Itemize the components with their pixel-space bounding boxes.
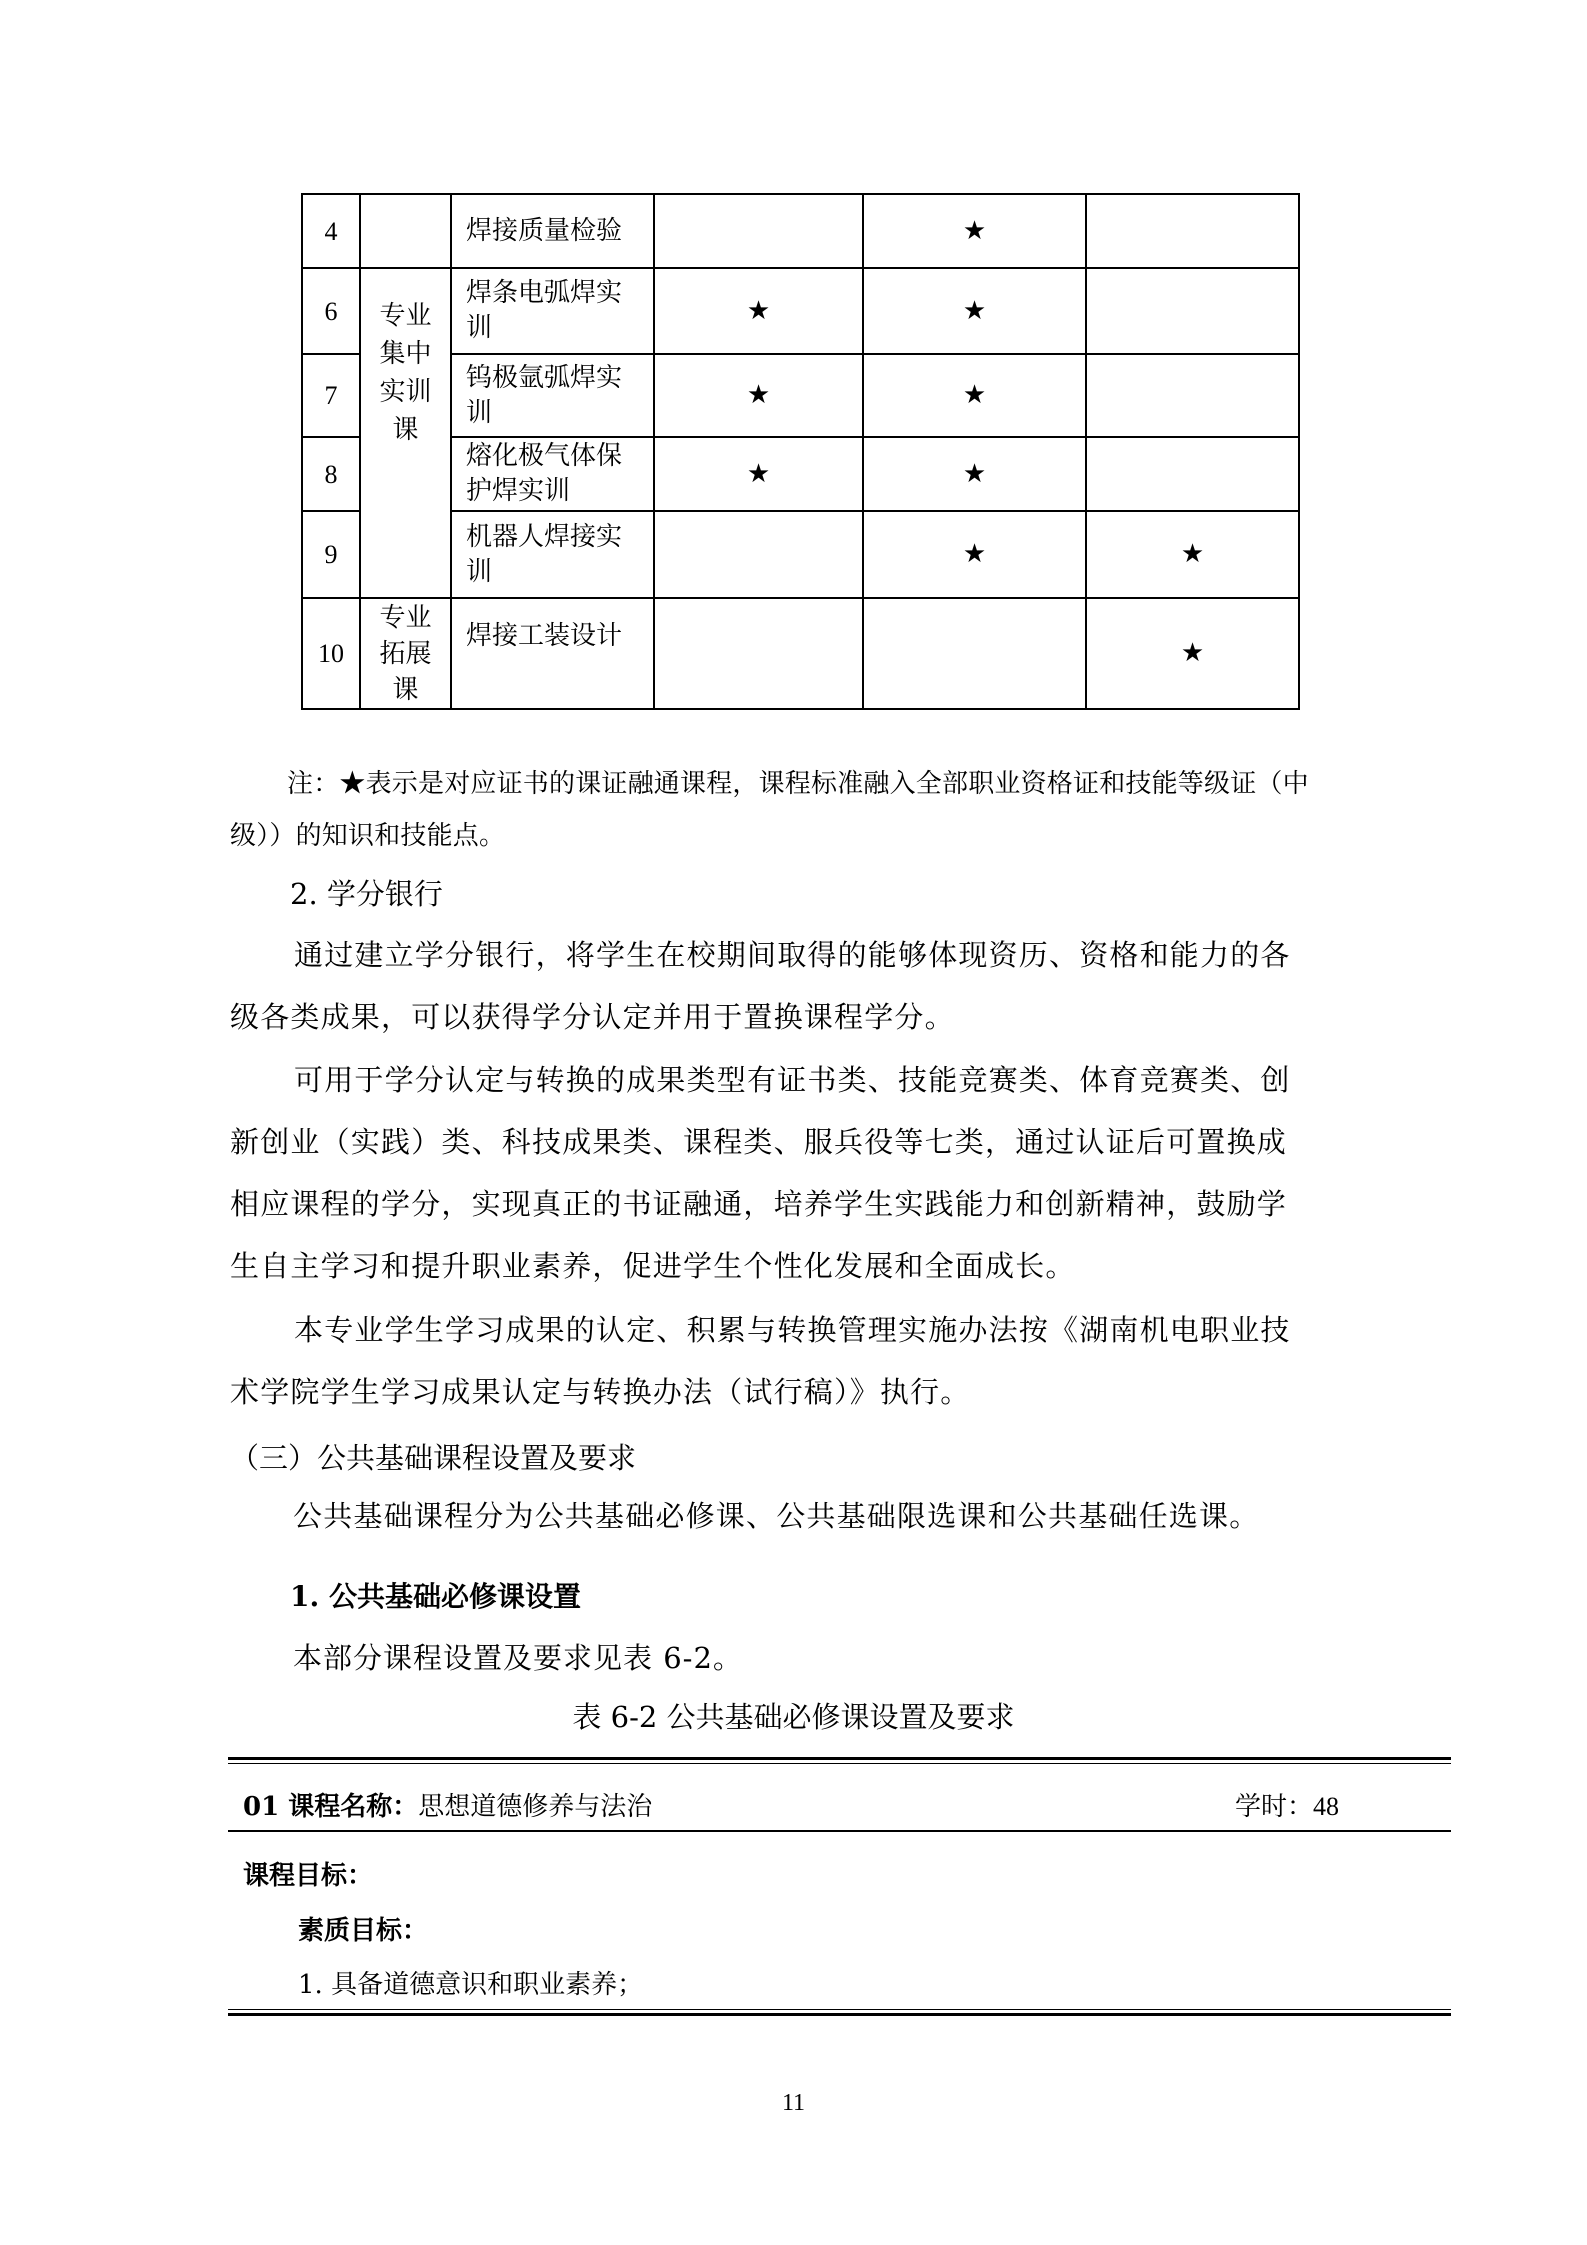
cert-mark-1: ★ [654,268,863,354]
cert-mark-2: ★ [863,437,1086,511]
table-row [302,437,1299,511]
paragraph-credit-bank-3: 本专业学生学习成果的认定、积累与转换管理实施办法按《湖南机电职业技 术学院学生学习成果认定与转换办法（试行稿）》执行。 [230,1313,1291,1409]
table-row [302,268,1299,354]
paragraph-public-intro: 公共基础课程分为公共基础必修课、公共基础限选课和公共基础任选课。 [293,1499,1260,1533]
cert-mark-2 [863,598,1086,709]
section-heading-credit-bank: 2. 学分银行 [290,877,443,911]
row-number: 9 [302,511,360,598]
row-number: 8 [302,437,360,511]
course-name: 熔化极气体保 护焊实训 [451,437,654,511]
table-top-rule-inner [228,1763,1451,1764]
table-top-rule [228,1757,1451,1760]
table-row-divider [228,1830,1451,1832]
table-row [302,354,1299,437]
course-objectives-label: 课程目标： [243,1861,374,1891]
paragraph-credit-bank-1: 通过建立学分银行，将学生在校期间取得的能够体现资历、资格和能力的各 级各类成果，可以获得学分认定并用于置换课程学分。 [230,938,1291,1034]
cert-mark-1: ★ [654,437,863,511]
certificate-course-table [301,193,1300,710]
course-name: 钨极氩弧焊实 训 [451,354,654,437]
cert-mark-1: ★ [654,354,863,437]
cert-mark-2: ★ [863,194,1086,268]
cert-mark-2: ★ [863,354,1086,437]
row-number: 6 [302,268,360,354]
table-bottom-rule-inner [228,2009,1451,2010]
course-name-value: 思想道德修养与法治 [418,1792,653,1822]
table-bottom-rule [228,2013,1451,2016]
category-extension-course: 专业 拓展 课 [360,598,451,709]
course-name: 焊接质量检验 [451,194,654,268]
cert-mark-3 [1086,437,1299,511]
cert-mark-3 [1086,268,1299,354]
cert-mark-3 [1086,194,1299,268]
category-cell-empty [360,194,451,268]
cert-mark-2: ★ [863,511,1086,598]
section-heading-public-courses: （三）公共基础课程设置及要求 [230,1441,637,1475]
hours-label: 学时： [1235,1792,1314,1822]
row-number: 4 [302,194,360,268]
table-note-line-1: 注：★表示是对应证书的课证融通课程，课程标准融入全部职业资格证和技能等级证（中 [287,769,1309,799]
subsection-heading-required: 1. 公共基础必修课设置 [290,1580,581,1613]
cert-mark-3 [1086,354,1299,437]
table-row [302,194,1299,268]
cert-mark-2: ★ [863,268,1086,354]
cert-mark-1 [654,194,863,268]
cert-mark-1 [654,511,863,598]
course-name: 机器人焊接实 训 [451,511,654,598]
cert-mark-1 [654,598,863,709]
objective-item-1: 1. 具备道德意识和职业素养； [298,1970,644,2000]
paragraph-credit-bank-2: 可用于学分认定与转换的成果类型有证书类、技能竞赛类、体育竞赛类、创 新创业（实践）类、科技成果类、课程类、服兵役等七类，通过认证后可置换成 相应课程的学分，实现真正的书证融通，培养学生实践能力和创新精神，鼓励学 生自主学习和提升职业素养，促进学生个性化发展和全面成长。 [230,1063,1291,1283]
category-concentrated-training: 专业 集中 实训 课 [360,268,451,598]
course-hours-cell [1235,1786,1339,1823]
row-number: 7 [302,354,360,437]
course-name: 焊接工装设计 [451,598,654,709]
course-name-label: 01 课程名称： [243,1792,419,1822]
table-row [302,511,1299,598]
cert-mark-3: ★ [1086,511,1299,598]
table-row [302,598,1299,709]
cert-mark-3: ★ [1086,598,1299,709]
course-name: 焊条电弧焊实 训 [451,268,654,354]
course-title-cell [243,1786,652,1823]
table-note-line-2: 级））的知识和技能点。 [230,821,506,851]
page-number: 11 [781,2090,806,2116]
row-number: 10 [302,598,360,709]
hours-value: 48 [1313,1792,1340,1821]
table-caption: 表 6-2 公共基础必修课设置及要求 [572,1700,1015,1734]
paragraph-table-reference: 本部分课程设置及要求见表 6-2。 [293,1641,743,1675]
quality-objectives-label: 素质目标： [298,1916,429,1946]
